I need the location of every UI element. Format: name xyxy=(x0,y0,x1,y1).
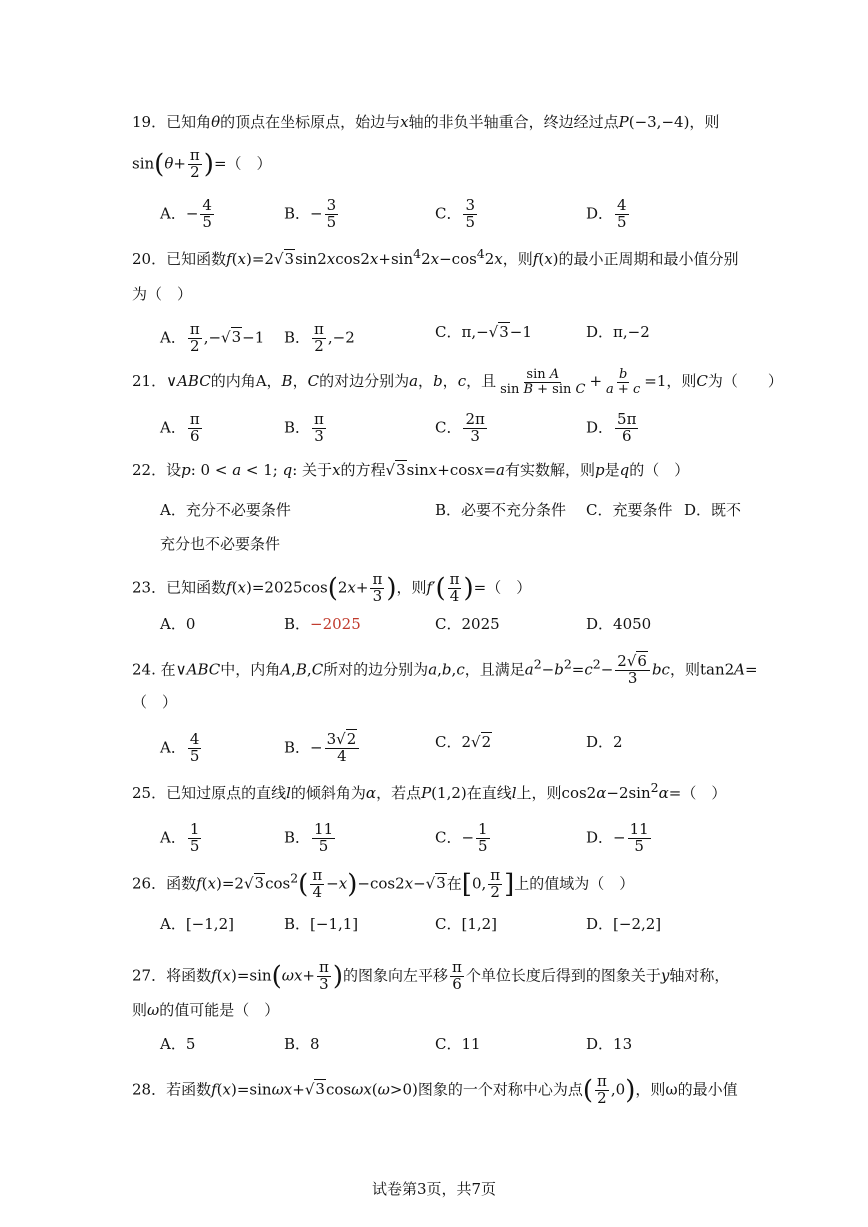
q23-option-b: B．−2025 xyxy=(284,615,361,633)
q21-option-d: D． $\frac{5\pi}{6}$ xyxy=(586,410,637,445)
page-footer: 试卷第3页，共7页 xyxy=(371,1180,497,1198)
q20-stem-2: 为（ ） xyxy=(132,285,193,303)
q21-stem: 21．∨ABC的内角A，B，C的对边分别为a，b，c，且 $\frac{\text{sin A}}{\text{sin B + sin C}}$ + $\frac{b}{a + c}$ =1，则C为（ ） xyxy=(132,367,783,397)
q25-option-c: C．− $\frac{1}{5}$ xyxy=(435,820,488,855)
q28-stem: 28．若函数f(x)=sinωx+√3cosωx(ω>0)图象的一个对称中心为点( $\frac{\pi}{2}$ ,0)，则ω的最小值 xyxy=(132,1072,738,1107)
q22-option-a: A．充分不必要条件 xyxy=(160,501,291,519)
q26-option-d: D．[−2,2] xyxy=(586,915,662,933)
q27-option-d: D．13 xyxy=(586,1035,633,1053)
q19-option-c: C． $\frac{3}{5}$ xyxy=(435,196,476,231)
q19-option-a: A．− $\frac{4}{5}$ xyxy=(160,196,212,231)
q25-stem: 25．已知过原点的直线l的倾斜角为α，若点P(1,2)在直线l上，则$\cos 2\alpha-2\sin^2\alpha=$（ ） xyxy=(132,780,727,802)
q22-option-d-cont: 充分也不必要条件 xyxy=(160,535,281,553)
q27-stem-2: 则ω的值可能是（ ） xyxy=(132,1001,280,1019)
q22-option-b: B．必要不充分条件 xyxy=(435,501,567,519)
q20-option-d: D．π,−2 xyxy=(586,323,650,341)
q21-option-b: B． $\frac{\pi}{3}$ xyxy=(284,410,324,445)
q27-option-a: A．5 xyxy=(160,1035,196,1053)
q20-stem: 20．已知函数$f(x)=2√3\sin 2xcos2x+\sin^42x-\cos^42x$，则f(x)的最小正周期和最小值分别 xyxy=(132,246,739,268)
q21-option-c: C． $\frac{2\pi}{3}$ xyxy=(435,410,485,445)
q26-option-b: B．[−1,1] xyxy=(284,915,359,933)
q23-option-a: A．0 xyxy=(160,615,196,633)
q19-option-d: D． $\frac{4}{5}$ xyxy=(586,196,627,231)
q19-stem: 19．已知角θ的顶点在坐标原点，始边与x轴的非负半轴重合，终边经过点P(−3,−4)，则 xyxy=(132,113,720,131)
q26-option-c: C．[1,2] xyxy=(435,915,498,933)
q24-option-d: D．2 xyxy=(586,733,623,751)
q19-stem-2: sin(θ+ $\frac{\pi}{2}$ )=（ ） xyxy=(132,146,272,181)
q19-option-b: B．− $\frac{3}{5}$ xyxy=(284,196,337,231)
q20-option-a: A． $\frac{\pi}{2}$ ,−√3−1 xyxy=(160,320,265,355)
q21-option-a: A． $\frac{\pi}{6}$ xyxy=(160,410,200,445)
q22-option-d: D．既不 xyxy=(684,501,742,519)
q27-stem: 27．将函数f(x)=sin(ωx+ $\frac{\pi}{3}$ )的图象向左平移 $\frac{\pi}{6}$ 个单位长度后得到的图象关于y轴对称， xyxy=(132,958,730,993)
q22-option-c: C．充要条件 xyxy=(586,501,673,519)
q24-option-c: C．2√2 xyxy=(435,733,492,751)
q22-stem: 22．设p: 0 < a < 1; q: 关于x的方程√3sinx+cosx=a有实数解，则p是q的（ ） xyxy=(132,461,690,479)
q23-option-c: C．2025 xyxy=(435,615,500,633)
q26-stem: 26．函数$f(x)=2√3\cos^2$( $\frac{\pi}{4}$ −x)−cos2x−√3在[0, $\frac{\pi}{2}$ ]上的值域为（ ） xyxy=(132,866,635,901)
q24-stem-2: （ ） xyxy=(132,693,178,711)
q23-option-d: D．4050 xyxy=(586,615,652,633)
q27-option-b: B．8 xyxy=(284,1035,320,1053)
q25-option-d: D．− $\frac{11}{5}$ xyxy=(586,820,649,855)
q20-option-c: C．π,−√3−1 xyxy=(435,323,532,341)
q25-option-a: A． $\frac{1}{5}$ xyxy=(160,820,200,855)
q24-option-b: B．− $\frac{3√2}{4}$ xyxy=(284,732,361,765)
q26-option-a: A．[−1,2] xyxy=(160,915,234,933)
q24-stem: 24. 在∨ABC中，内角A,B,C所对的边分别为a,b,c，且满足$a^2-b^2=c^2-$ $\frac{2√6}{3}$ bc，则tan2A= xyxy=(132,652,758,687)
q25-option-b: B． $\frac{11}{5}$ xyxy=(284,820,334,855)
q20-option-b: B． $\frac{\pi}{2}$ ,−2 xyxy=(284,320,355,355)
q27-option-c: C．11 xyxy=(435,1035,481,1053)
q23-stem: 23．已知函数f(x)=2025cos(2x+ $\frac{\pi}{3}$ )，则f′( $\frac{\pi}{4}$ )=（ ） xyxy=(132,570,532,605)
q24-option-a: A． $\frac{4}{5}$ xyxy=(160,730,200,765)
